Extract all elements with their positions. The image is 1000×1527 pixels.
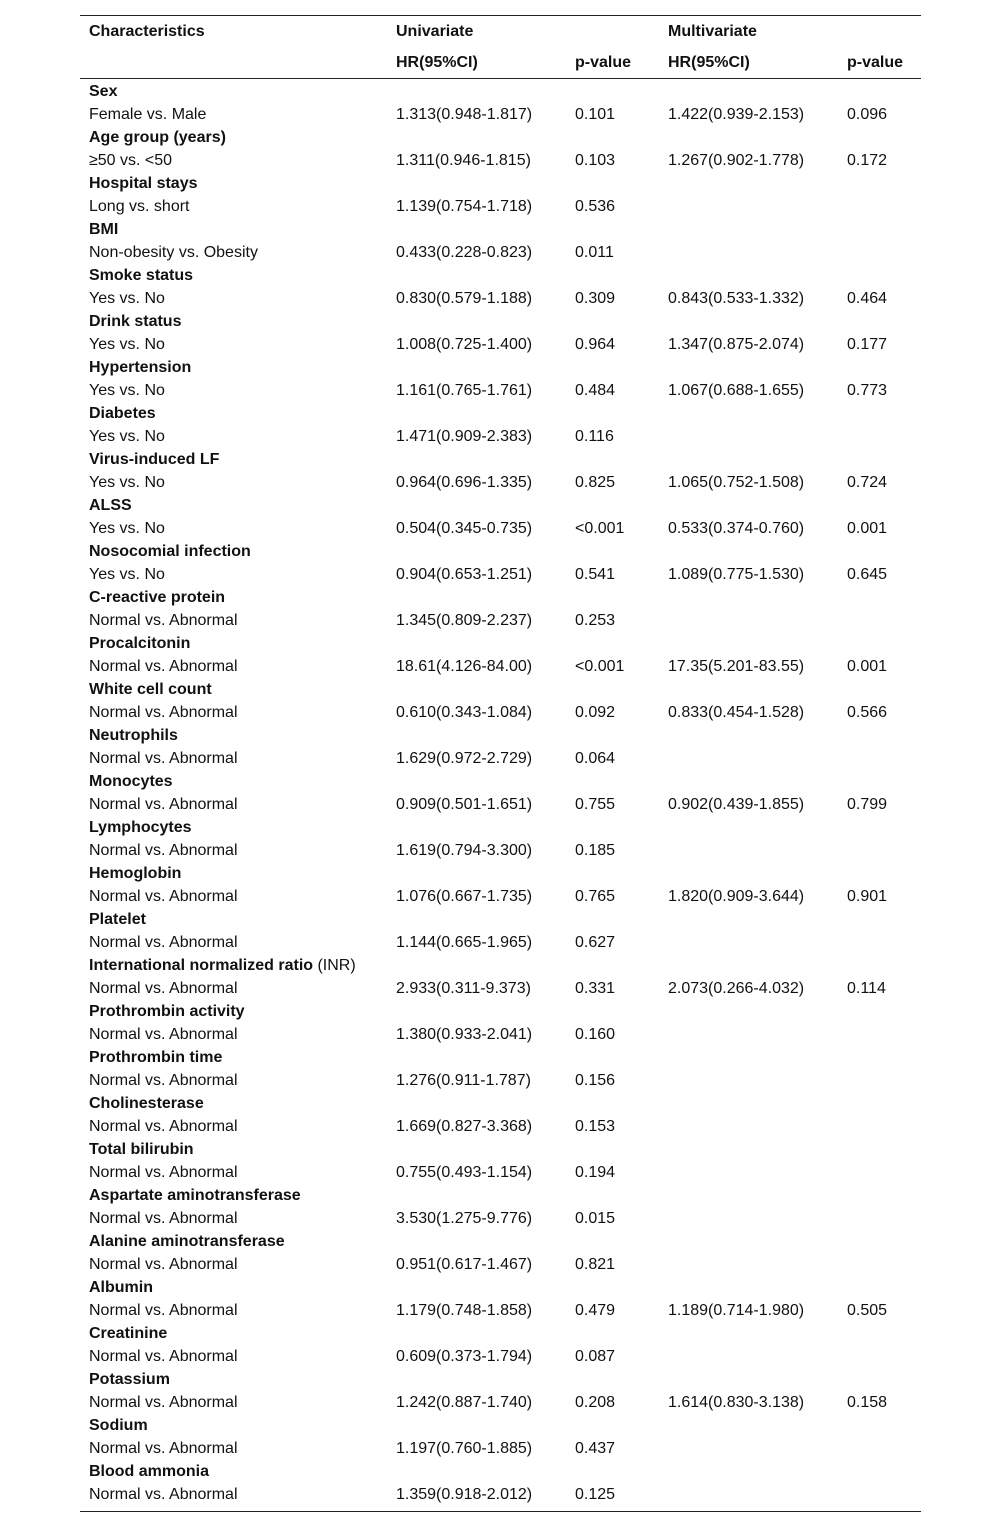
category-name: Sex [89, 83, 118, 100]
category-name: White cell count [89, 681, 212, 698]
univariate-hr-cell: 1.629(0.972-2.729) [396, 750, 533, 767]
table-row [80, 885, 921, 908]
univariate-p-cell: 0.160 [575, 1026, 616, 1043]
category-name: Procalcitonin [89, 635, 191, 652]
comparison-cell: Yes vs. No [89, 428, 165, 445]
comparison-cell: Normal vs. Abnormal [89, 1164, 238, 1181]
comparison-cell: ≥50 vs. <50 [89, 152, 173, 169]
multivariate-hr-cell: 1.065(0.752-1.508) [668, 474, 805, 491]
header-multivariate-hr: HR(95%CI) [668, 54, 750, 71]
category-row [80, 448, 921, 471]
multivariate-p-cell: 0.114 [847, 980, 886, 997]
univariate-p-cell: 0.825 [575, 474, 616, 491]
category-label [89, 172, 197, 195]
table-row [80, 839, 921, 862]
comparison-cell: Normal vs. Abnormal [89, 658, 238, 675]
multivariate-hr-cell: 1.267(0.902-1.778) [668, 152, 805, 169]
univariate-p-cell: 0.541 [575, 566, 616, 583]
category-label [89, 1184, 301, 1207]
category-name: Prothrombin time [89, 1049, 223, 1066]
univariate-p-cell: 0.125 [575, 1486, 616, 1503]
category-label [89, 218, 118, 241]
category-row [80, 1368, 921, 1391]
category-row [80, 356, 921, 379]
category-label [89, 908, 146, 931]
table-row [80, 931, 921, 954]
comparison-cell: Female vs. Male [89, 106, 207, 123]
multivariate-p-cell: 0.096 [847, 106, 888, 123]
category-label [89, 1092, 204, 1115]
category-row [80, 632, 921, 655]
table-row [80, 1253, 921, 1276]
multivariate-hr-cell: 1.820(0.909-3.644) [668, 888, 805, 905]
table-row [80, 425, 921, 448]
table-top-rule [80, 15, 921, 16]
category-label [89, 724, 178, 747]
category-label [89, 356, 191, 379]
category-label [89, 494, 132, 517]
univariate-hr-cell: 1.669(0.827-3.368) [396, 1118, 533, 1135]
comparison-cell: Normal vs. Abnormal [89, 888, 238, 905]
univariate-hr-cell: 1.242(0.887-1.740) [396, 1394, 533, 1411]
category-name: Aspartate aminotransferase [89, 1187, 301, 1204]
table-row [80, 333, 921, 356]
table-row [80, 1299, 921, 1322]
univariate-p-cell: 0.479 [575, 1302, 616, 1319]
univariate-p-cell: 0.253 [575, 612, 616, 629]
comparison-cell: Long vs. short [89, 198, 190, 215]
table-row [80, 563, 921, 586]
univariate-hr-cell: 0.909(0.501-1.651) [396, 796, 533, 813]
multivariate-p-cell: 0.724 [847, 474, 888, 491]
category-label [89, 954, 356, 977]
category-row [80, 1138, 921, 1161]
multivariate-p-cell: 0.001 [847, 658, 888, 675]
category-name: Platelet [89, 911, 146, 928]
category-label [89, 1000, 245, 1023]
category-name: Smoke status [89, 267, 194, 284]
category-name: Hypertension [89, 359, 192, 376]
category-row [80, 954, 921, 977]
category-label [89, 1276, 153, 1299]
comparison-cell: Normal vs. Abnormal [89, 934, 238, 951]
univariate-hr-cell: 1.179(0.748-1.858) [396, 1302, 533, 1319]
univariate-hr-cell: 1.139(0.754-1.718) [396, 198, 533, 215]
category-row [80, 1092, 921, 1115]
univariate-p-cell: 0.103 [575, 152, 616, 169]
multivariate-p-cell: 0.773 [847, 382, 888, 399]
comparison-cell: Normal vs. Abnormal [89, 1210, 238, 1227]
category-name: Total bilirubin [89, 1141, 194, 1158]
univariate-p-cell: 0.185 [575, 842, 616, 859]
category-row [80, 586, 921, 609]
univariate-hr-cell: 0.951(0.617-1.467) [396, 1256, 533, 1273]
category-name: Neutrophils [89, 727, 178, 744]
category-label [89, 632, 190, 655]
category-row [80, 862, 921, 885]
univariate-p-cell: 0.437 [575, 1440, 616, 1457]
table-row [80, 1345, 921, 1368]
comparison-cell: Normal vs. Abnormal [89, 750, 238, 767]
category-label [89, 448, 219, 471]
category-label [89, 1460, 209, 1483]
table-row [80, 195, 921, 218]
category-row [80, 494, 921, 517]
univariate-p-cell: 0.765 [575, 888, 616, 905]
table-row [80, 1161, 921, 1184]
multivariate-p-cell: 0.799 [847, 796, 888, 813]
comparison-cell: Non-obesity vs. Obesity [89, 244, 258, 261]
multivariate-hr-cell: 1.067(0.688-1.655) [668, 382, 805, 399]
table-row [80, 149, 921, 172]
univariate-hr-cell: 1.313(0.948-1.817) [396, 106, 533, 123]
comparison-cell: Yes vs. No [89, 336, 165, 353]
category-row [80, 908, 921, 931]
table-row [80, 655, 921, 678]
category-name: ALSS [89, 497, 132, 514]
multivariate-p-cell: 0.172 [847, 152, 888, 169]
category-label [89, 264, 193, 287]
category-label [89, 126, 226, 149]
univariate-p-cell: 0.821 [575, 1256, 616, 1273]
table-row [80, 609, 921, 632]
table-row [80, 1115, 921, 1138]
category-name: Lymphocytes [89, 819, 192, 836]
category-row [80, 402, 921, 425]
header-multivariate-p: p-value [847, 54, 904, 71]
univariate-hr-cell: 1.076(0.667-1.735) [396, 888, 533, 905]
multivariate-p-cell: 0.464 [847, 290, 888, 307]
univariate-hr-cell: 0.504(0.345-0.735) [396, 520, 533, 537]
table-row [80, 701, 921, 724]
univariate-hr-cell: 1.276(0.911-1.787) [396, 1072, 531, 1089]
univariate-p-cell: 0.064 [575, 750, 616, 767]
category-name: Nosocomial infection [89, 543, 251, 560]
category-label [89, 1138, 194, 1161]
comparison-cell: Normal vs. Abnormal [89, 1072, 238, 1089]
multivariate-hr-cell: 1.189(0.714-1.980) [668, 1302, 805, 1319]
univariate-p-cell: 0.964 [575, 336, 616, 353]
comparison-cell: Yes vs. No [89, 520, 165, 537]
category-label [89, 678, 212, 701]
category-label [89, 310, 181, 333]
header-row-columns [80, 51, 921, 74]
category-name: Drink status [89, 313, 182, 330]
multivariate-p-cell: 0.645 [847, 566, 888, 583]
comparison-cell: Normal vs. Abnormal [89, 612, 238, 629]
univariate-p-cell: 0.309 [575, 290, 616, 307]
univariate-p-cell: 0.536 [575, 198, 616, 215]
category-row [80, 310, 921, 333]
header-multivariate: Multivariate [668, 23, 757, 40]
comparison-cell: Normal vs. Abnormal [89, 1256, 238, 1273]
comparison-cell: Normal vs. Abnormal [89, 1348, 238, 1365]
category-name: C-reactive protein [89, 589, 226, 606]
univariate-p-cell: 0.011 [575, 244, 614, 261]
multivariate-hr-cell: 1.089(0.775-1.530) [668, 566, 805, 583]
univariate-p-cell: 0.331 [575, 980, 616, 997]
category-row [80, 218, 921, 241]
univariate-hr-cell: 0.904(0.653-1.251) [396, 566, 533, 583]
category-name: Age group (years) [89, 129, 226, 146]
comparison-cell: Normal vs. Abnormal [89, 704, 238, 721]
table-row [80, 287, 921, 310]
multivariate-hr-cell: 0.833(0.454-1.528) [668, 704, 805, 721]
category-row [80, 1046, 921, 1069]
univariate-hr-cell: 0.609(0.373-1.794) [396, 1348, 533, 1365]
category-label [89, 1322, 167, 1345]
comparison-cell: Normal vs. Abnormal [89, 1302, 238, 1319]
univariate-p-cell: 0.087 [575, 1348, 616, 1365]
univariate-p-cell: 0.484 [575, 382, 616, 399]
univariate-p-cell: 0.194 [575, 1164, 616, 1181]
multivariate-p-cell: 0.901 [847, 888, 888, 905]
table-row [80, 747, 921, 770]
category-row [80, 80, 921, 103]
univariate-hr-cell: 0.433(0.228-0.823) [396, 244, 533, 261]
multivariate-hr-cell: 1.422(0.939-2.153) [668, 106, 805, 123]
univariate-p-cell: 0.208 [575, 1394, 616, 1411]
category-row [80, 678, 921, 701]
univariate-hr-cell: 1.345(0.809-2.237) [396, 612, 533, 629]
table-row [80, 517, 921, 540]
univariate-hr-cell: 1.311(0.946-1.815) [396, 152, 531, 169]
table-row [80, 1437, 921, 1460]
univariate-hr-cell: 0.755(0.493-1.154) [396, 1164, 533, 1181]
univariate-hr-cell: 0.610(0.343-1.084) [396, 704, 533, 721]
univariate-hr-cell: 2.933(0.311-9.373) [396, 980, 531, 997]
univariate-p-cell: 0.627 [575, 934, 616, 951]
category-name: BMI [89, 221, 119, 238]
univariate-hr-cell: 1.359(0.918-2.012) [396, 1486, 533, 1503]
comparison-cell: Normal vs. Abnormal [89, 1486, 238, 1503]
category-label [89, 80, 117, 103]
category-name: Hospital stays [89, 175, 198, 192]
univariate-hr-cell: 1.008(0.725-1.400) [396, 336, 533, 353]
table-row [80, 977, 921, 1000]
category-row [80, 126, 921, 149]
category-row [80, 1460, 921, 1483]
category-row [80, 1414, 921, 1437]
table-row [80, 379, 921, 402]
univariate-p-cell: <0.001 [575, 658, 625, 675]
multivariate-p-cell: 0.566 [847, 704, 888, 721]
category-name: Creatinine [89, 1325, 168, 1342]
category-name: Albumin [89, 1279, 153, 1296]
category-name: Alanine aminotransferase [89, 1233, 285, 1250]
category-name: Cholinesterase [89, 1095, 204, 1112]
comparison-cell: Normal vs. Abnormal [89, 1440, 238, 1457]
category-label [89, 770, 173, 793]
category-label [89, 1230, 285, 1253]
category-row [80, 1184, 921, 1207]
multivariate-hr-cell: 0.902(0.439-1.855) [668, 796, 805, 813]
univariate-hr-cell: 1.619(0.794-3.300) [396, 842, 533, 859]
univariate-hr-cell: 1.161(0.765-1.761) [396, 382, 533, 399]
table-row [80, 1207, 921, 1230]
category-name: Virus-induced LF [89, 451, 220, 468]
multivariate-p-cell: 0.505 [847, 1302, 888, 1319]
multivariate-hr-cell: 2.073(0.266-4.032) [668, 980, 805, 997]
multivariate-hr-cell: 0.533(0.374-0.760) [668, 520, 805, 537]
table-row [80, 241, 921, 264]
category-row [80, 1322, 921, 1345]
table-row [80, 1483, 921, 1506]
univariate-p-cell: 0.755 [575, 796, 616, 813]
header-characteristics: Characteristics [89, 23, 205, 40]
multivariate-p-cell: 0.001 [847, 520, 888, 537]
table-row [80, 103, 921, 126]
category-name: Hemoglobin [89, 865, 182, 882]
multivariate-hr-cell: 1.614(0.830-3.138) [668, 1394, 805, 1411]
category-label [89, 540, 251, 563]
category-name: Diabetes [89, 405, 156, 422]
category-row [80, 770, 921, 793]
category-row [80, 816, 921, 839]
comparison-cell: Normal vs. Abnormal [89, 796, 238, 813]
univariate-p-cell: 0.116 [575, 428, 614, 445]
univariate-p-cell: 0.153 [575, 1118, 616, 1135]
univariate-hr-cell: 0.830(0.579-1.188) [396, 290, 533, 307]
multivariate-hr-cell: 1.347(0.875-2.074) [668, 336, 805, 353]
comparison-cell: Normal vs. Abnormal [89, 1118, 238, 1135]
header-univariate-hr: HR(95%CI) [396, 54, 478, 71]
univariate-hr-cell: 1.380(0.933-2.041) [396, 1026, 533, 1043]
category-row [80, 724, 921, 747]
category-suffix: (INR) [313, 957, 356, 974]
category-row [80, 540, 921, 563]
univariate-p-cell: 0.156 [575, 1072, 616, 1089]
category-name: Blood ammonia [89, 1463, 210, 1480]
category-label [89, 402, 156, 425]
header-univariate-p: p-value [575, 54, 632, 71]
univariate-p-cell: 0.015 [575, 1210, 616, 1227]
table-row [80, 1069, 921, 1092]
header-bottom-rule [80, 78, 921, 79]
univariate-hr-cell: 1.197(0.760-1.885) [396, 1440, 533, 1457]
category-label [89, 1368, 170, 1391]
comparison-cell: Yes vs. No [89, 566, 165, 583]
multivariate-p-cell: 0.158 [847, 1394, 888, 1411]
category-name: Potassium [89, 1371, 170, 1388]
category-label [89, 1046, 222, 1069]
comparison-cell: Normal vs. Abnormal [89, 980, 238, 997]
univariate-p-cell: 0.092 [575, 704, 616, 721]
category-label [89, 586, 225, 609]
category-row [80, 1230, 921, 1253]
comparison-cell: Yes vs. No [89, 290, 165, 307]
multivariate-hr-cell: 17.35(5.201-83.55) [668, 658, 805, 675]
table-row [80, 1023, 921, 1046]
category-name: Sodium [89, 1417, 148, 1434]
category-label [89, 1414, 148, 1437]
multivariate-hr-cell: 0.843(0.533-1.332) [668, 290, 805, 307]
table-bottom-rule [80, 1511, 921, 1512]
comparison-cell: Normal vs. Abnormal [89, 1394, 238, 1411]
comparison-cell: Yes vs. No [89, 382, 165, 399]
category-label [89, 862, 181, 885]
univariate-hr-cell: 0.964(0.696-1.335) [396, 474, 533, 491]
multivariate-p-cell: 0.177 [847, 336, 888, 353]
category-row [80, 1000, 921, 1023]
table-row [80, 793, 921, 816]
category-name: Prothrombin activity [89, 1003, 245, 1020]
univariate-p-cell: <0.001 [575, 520, 625, 537]
category-name: International normalized ratio [89, 957, 314, 974]
univariate-hr-cell: 18.61(4.126-84.00) [396, 658, 533, 675]
table-row [80, 1391, 921, 1414]
category-name: Monocytes [89, 773, 173, 790]
table-row [80, 471, 921, 494]
univariate-hr-cell: 3.530(1.275-9.776) [396, 1210, 533, 1227]
category-row [80, 264, 921, 287]
comparison-cell: Normal vs. Abnormal [89, 1026, 238, 1043]
comparison-cell: Normal vs. Abnormal [89, 842, 238, 859]
header-univariate: Univariate [396, 23, 474, 40]
category-row [80, 1276, 921, 1299]
header-row-groups [80, 20, 921, 43]
univariate-hr-cell: 1.144(0.665-1.965) [396, 934, 533, 951]
category-label [89, 816, 192, 839]
comparison-cell: Yes vs. No [89, 474, 165, 491]
category-row [80, 172, 921, 195]
univariate-hr-cell: 1.471(0.909-2.383) [396, 428, 533, 445]
univariate-p-cell: 0.101 [575, 106, 616, 123]
